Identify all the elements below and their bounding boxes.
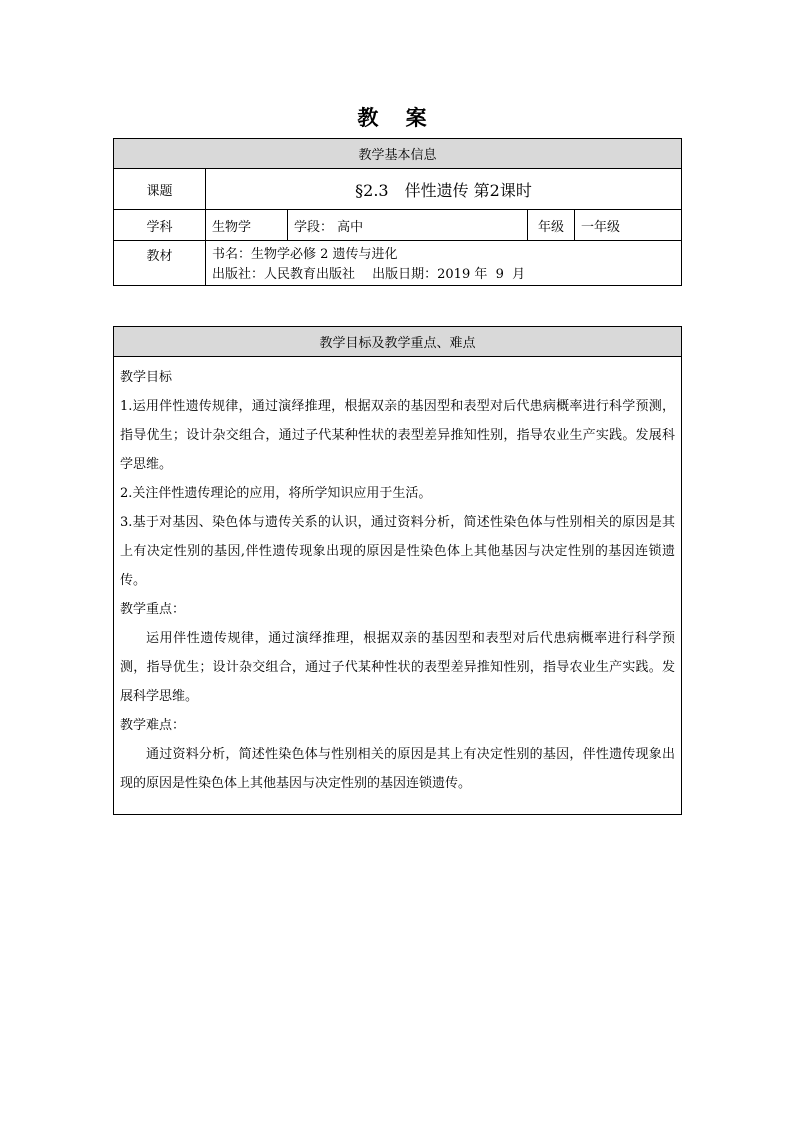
objectives-header: 教学目标及教学重点、难点 [114,327,682,357]
goal-1: 1.运用伴性遗传规律，通过演绎推理，根据双亲的基因型和表型对后代患病概率进行科学预测，指导优生；设计杂交组合，通过子代某种性状的表型差异推知性别，指导农业生产实践。发展科学思维。 [120,399,675,472]
grade-value: 一年级 [575,210,682,241]
goals-title: 教学目标 [120,370,173,385]
textbook-label: 教材 [114,241,206,286]
difficult-points-title: 教学难点： [120,718,186,733]
subject-value: 生物学 [206,210,288,241]
stage-cell [288,210,528,241]
stage-value: 高中 [337,219,364,235]
key-points-text: 运用伴性遗传规律，通过演绎推理，根据双亲的基因型和表型对后代患病概率进行科学预测，指导优生；设计杂交组合，通过子代某种性状的表型差异推知性别，指导农业生产实践。发展科学思维。 [120,631,675,704]
key-points-title: 教学重点： [120,602,186,617]
basic-info-table [113,138,682,286]
difficult-points-text: 通过资料分析，简述性染色体与性别相关的原因是其上有决定性别的基因，伴性遗传现象出现的原因是性染色体上其他基因与决定性别的基因连锁遗传。 [120,747,675,791]
stage-label: 学段： [294,219,334,235]
textbook-publisher: 出版社：人民教育出版社 出版日期：2019 年 9 月 [212,267,526,282]
textbook-info [206,241,682,286]
topic-value: §2.3 伴性遗传 第2课时 [206,169,682,210]
grade-label: 年级 [528,210,575,241]
objectives-table [113,326,682,815]
textbook-name: 书名：生物学必修 2 遗传与进化 [212,247,398,262]
goal-2: 2.关注伴性遗传理论的应用，将所学知识应用于生活。 [120,486,432,501]
subject-label: 学科 [114,210,206,241]
goal-3: 3.基于对基因、染色体与遗传关系的认识，通过资料分析，简述性染色体与性别相关的原因是其上有决定性别的基因,伴性遗传现象出现的原因是性染色体上其他基因与决定性别的基因连锁遗传。 [120,515,675,588]
topic-label: 课题 [114,169,206,210]
document-title: 教 案 [357,105,437,130]
basic-info-header: 教学基本信息 [114,139,682,169]
objectives-body [114,357,682,815]
